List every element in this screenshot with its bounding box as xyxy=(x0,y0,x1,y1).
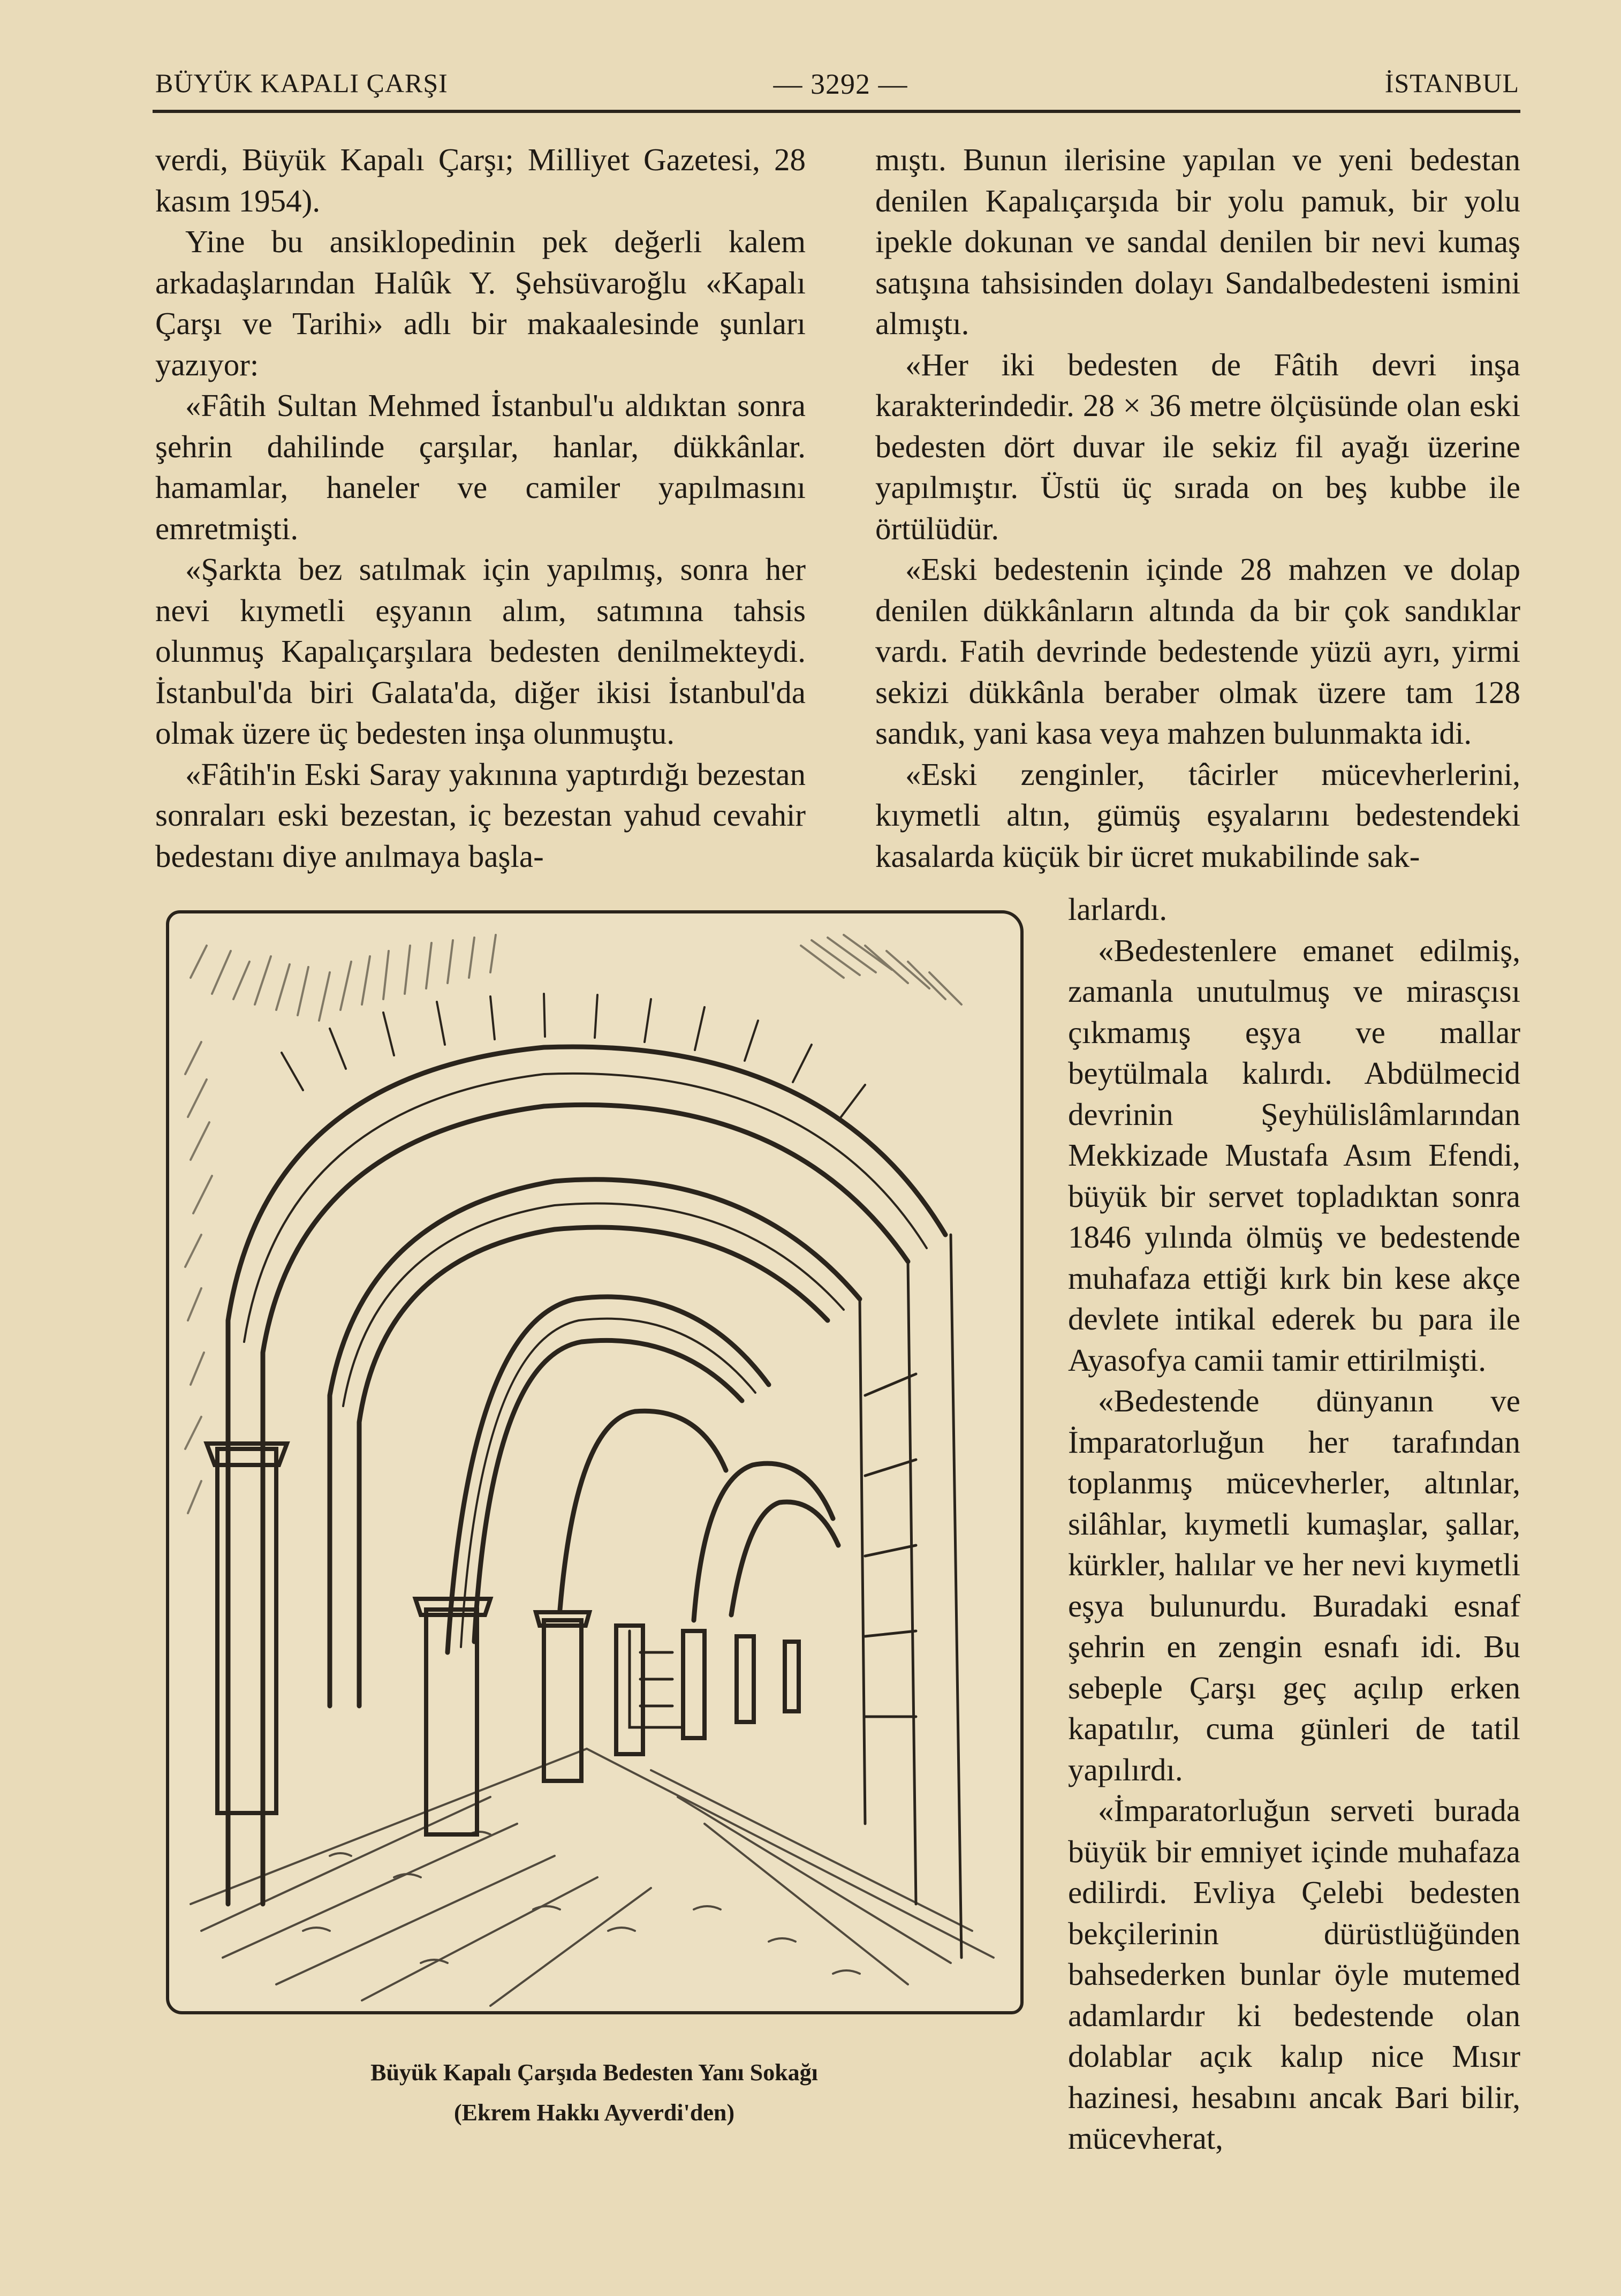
arcade-drawing xyxy=(169,913,1020,2011)
figure-caption: Büyük Kapalı Çarşıda Bedesten Yanı Sokağı xyxy=(370,2059,818,2086)
paragraph: «İmparatorluğun serveti burada büyük bir emniyet içinde muhafaza edilirdi. Evliya Çelebi bedesten bekçilerinin dürüstlüğünden bahsederken bunlar öyle mutemed adamlardır ki bedestende olan dolablar açık kalıp nice Mısır hazinesi, hesabını ancak Bari bilir, mücevherat, xyxy=(1068,1793,1520,2156)
right-column-top xyxy=(875,139,1520,877)
paragraph: «Eski zenginler, tâcirler mücevherlerini, kıymetli altın, gümüş eşyalarını bedestendeki kasalarda küçük bir ücret mukabilinde sak- xyxy=(875,756,1520,874)
bedesten-illustration xyxy=(166,910,1024,2014)
header-rule xyxy=(153,110,1520,113)
running-header-section: İSTANBUL xyxy=(1384,68,1519,98)
page-number: — 3292 — xyxy=(773,68,908,100)
paragraph: «Her iki bedesten de Fâtih devri inşa karakterindedir. 28 × 36 metre ölçüsünde olan eski bedesten dört duvar ile sekiz fil ayağı üzerine yapılmıştır. Üstü üç sırada on beş kubbe ile örtülüdür. xyxy=(875,346,1520,546)
paragraph: mıştı. Bunun ilerisine yapılan ve yeni bedestan denilen Kapalıçarşıda bir yolu pamuk, bir yolu ipekle dokunan ve sandal denilen bir nevi kumaş satışına tahsisinden dolayı Sandalbedesteni ismini almıştı. xyxy=(875,142,1520,341)
paragraph: «Şarkta bez satılmak için yapılmış, sonra her nevi kıymetli eşyanın alım, satımına tahsis olunmuş Kapalıçarşılara bedesten denilmekteydi. İstanbul'da biri Galata'da, diğer ikisi İstanbul'da olmak üzere üç bedesten inşa olunmuştu. xyxy=(155,552,806,751)
figure-credit: (Ekrem Hakkı Ayverdi'den) xyxy=(454,2099,734,2126)
paragraph: Yine bu ansiklopedinin pek değerli kalem arkadaşlarından Halûk Y. Şehsüvaroğlu «Kapalı Çarşı ve Tarihi» adlı bir makaalesinde şunları yazıyor: xyxy=(155,224,806,382)
paragraph: «Fâtih'in Eski Saray yakınına yaptırdığı bezestan sonraları eski bezestan, iç bezestan yahud cevahir bedestanı diye anılmaya başla- xyxy=(155,756,806,874)
paragraph: «Fâtih Sultan Mehmed İstanbul'u aldıktan sonra şehrin dahilinde çarşılar, hanlar, dükkânlar. hamamlar, haneler ve camiler yapılmasını emretmişti. xyxy=(155,388,806,546)
paragraph: «Eski bedestenin içinde 28 mahzen ve dolap denilen dükkânların altında da bir çok sandıklar vardı. Fatih devrinde bedestende yüzü ayrı, yirmi sekizi dükkânla beraber olmak üzere tam 128 sandık, yani kasa veya mahzen bulunmakta idi. xyxy=(875,552,1520,751)
paragraph: larlardı. xyxy=(1068,892,1168,927)
paragraph: verdi, Büyük Kapalı Çarşı; Milliyet Gazetesi, 28 kasım 1954). xyxy=(155,142,806,218)
right-column-bottom xyxy=(1068,889,1520,2159)
running-header-title: BÜYÜK KAPALI ÇARŞI xyxy=(155,68,448,98)
left-column xyxy=(155,139,806,877)
paragraph: «Bedestenlere emanet edilmiş, zamanla unutulmuş ve mirasçısı çıkmamış eşya ve mallar beytülmala kalırdı. Abdülmecid devrinin Şeyhülislâmlarından Mekkizade Mustafa Asım Efendi, büyük bir servet topladıktan sonra 1846 yılında ölmüş ve bedestende muhafaza ettiği kırk bin kese akçe devlete intikal ederek bu para ile Ayasofya camii tamir ettirilmişti. xyxy=(1068,932,1520,1378)
paragraph: «Bedestende dünyanın ve İmparatorluğun her tarafından toplanmış mücevherler, altınlar, silâhlar, kıymetli kumaşlar, şallar, kürkler, halılar ve her nevi kıymetli eşya bulunurdu. Buradaki esnaf şehrin en zengin esnafı idi. Bu sebeple Çarşı geç açılıp erken kapatılır, cuma günleri de tatil yapılırdı. xyxy=(1068,1383,1520,1787)
